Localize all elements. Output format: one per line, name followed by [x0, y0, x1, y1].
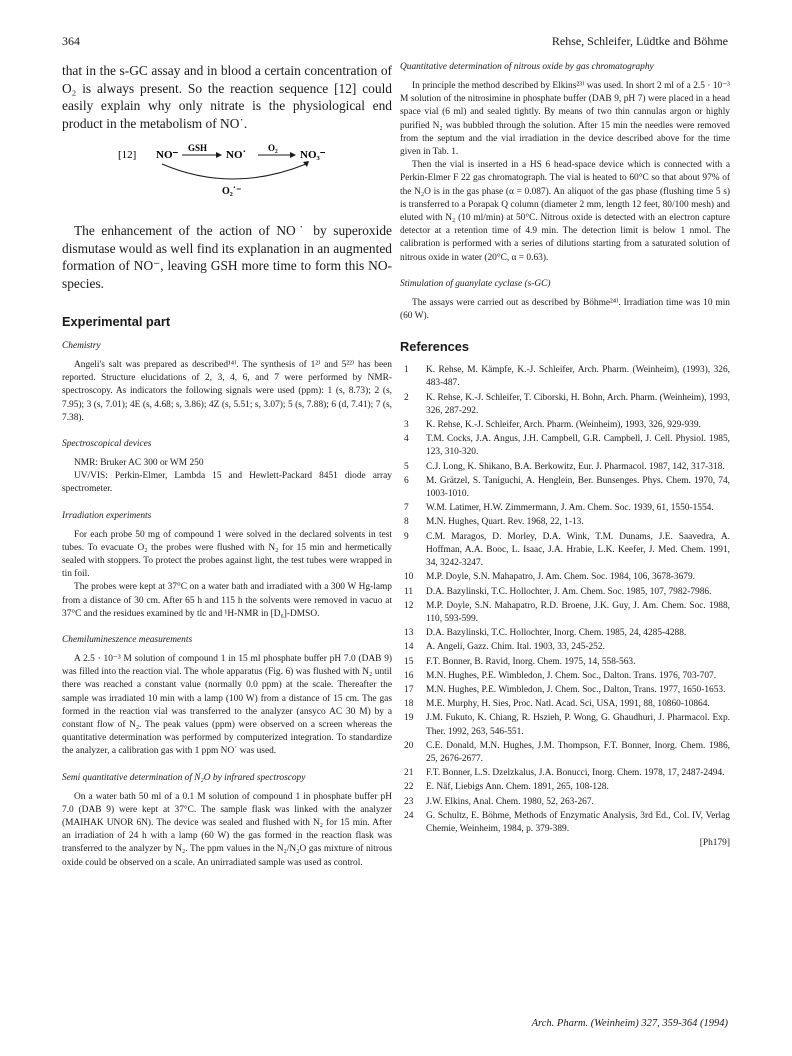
scheme-no-minus: NO⁻ [156, 149, 179, 161]
reference-item [400, 656, 730, 669]
reference-number: 22 [404, 782, 414, 793]
gc-text-1: In principle the method described by Elkins²³⁾ was used. In short 2 ml of a 2.5 · 10⁻³ M solution of the nitrosimine in phosphate buffer (DAB 9, pH 7) were placed in a head space vial (6 ml) and sealed tightly. By means of two thin cannulas argon or highly purified N₂ was bubbled through the solution. After 15 min the needles were removed from the septum and the vial irradiation in the device described above for the time given in Tab. 1. [400, 81, 730, 158]
reference-text: C.M. Maragos, D. Morley, D.A. Wink, T.M. Dunams, J.E. Saavedra, A. Hoffman, A.A. Booc, L. Isaac, J.A. Hrabie, L.K. Keefer, J. Med. Chem. 1991, 34, 3242-3247. [426, 531, 730, 569]
scheme-no-dot: NO˙ [226, 149, 247, 161]
reference-list [400, 364, 730, 836]
reference-item [400, 364, 730, 390]
reference-number: 24 [404, 810, 414, 821]
irradiation-text-1: For each probe 50 mg of compound 1 were solved in the declared solvents in test tubes. To evacuate O₂ the probes were flushed with N₂ for 15 min and hermetically sealed with stoppers. To protect the probes against light, the test tubes were wrapped in tin foil. [62, 529, 392, 580]
reference-number: 15 [404, 656, 414, 667]
right-column [400, 62, 730, 850]
reference-item [400, 475, 730, 501]
reference-text: D.A. Bazylinski, T.C. Hollochter, Inorg. Chem. 1985, 24, 4285-4288. [426, 628, 687, 639]
irradiation-text-2: The probes were kept at 37°C on a water bath and irradiated with a 300 W Hg-lamp from a distance of 30 cm. After 65 h and 115 h the solvents were removed in vacuo at 37°C and the residues examined by tlc and ¹H-NMR in [D₆]-DMSO. [62, 582, 392, 619]
reference-text: T.M. Cocks, J.A. Angus, J.H. Campbell, G.R. Campbell, J. Cell. Physiol. 1985, 123, 310-320. [426, 434, 730, 458]
reference-number: 20 [404, 740, 414, 751]
reference-number: 3 [404, 420, 409, 431]
reference-item [400, 516, 730, 529]
reference-item [400, 740, 730, 766]
reaction-scheme-diagram [62, 138, 392, 200]
scheme-superoxide: O₂˙⁻ [222, 186, 242, 197]
reference-item [400, 461, 730, 474]
reference-item [400, 712, 730, 738]
reference-text: M.P. Doyle, S.N. Mahapatro, R.D. Broene, J.K. Guy, J. Am. Chem. Soc. 1988, 110, 593-599. [426, 600, 730, 624]
reference-item [400, 419, 730, 432]
reference-item [400, 698, 730, 711]
reference-item [400, 781, 730, 794]
reference-number: 16 [404, 670, 414, 681]
chemistry-text: Angeli's salt was prepared as described¹⁴⁾. The synthesis of 1²⁾ and 5²²⁾ has been reported. Structure elucidations of 2, 3, 4, 6, and 7 were performed by NMR-spectroscopy. As indicators the following signals were used (ppm): 1 (s, 8.73); 2 (s, 7.95); 3 (s, 7.01); 4E (s, 4.68; s, 3.86); 4Z (s, 5.51; s, 3.07); 5 (s, 7.88); 6 (d, 7.41); 7 (s, 7.38). [62, 360, 392, 423]
reference-text: W.M. Latimer, H.W. Zimmermann, J. Am. Chem. Soc. 1939, 61, 1550-1554. [426, 503, 714, 514]
gc-heading: Quantitative determination of nitrous oxide by gas chromatography [400, 62, 654, 72]
reference-number: 21 [404, 768, 414, 779]
reference-item [400, 392, 730, 418]
reference-number: 6 [404, 475, 409, 486]
reference-number: 11 [404, 586, 414, 597]
reference-text: C.J. Long, K. Shikano, B.A. Berkowitz, Eur. J. Pharmacol. 1987, 142, 317-318. [426, 461, 725, 472]
reference-item [400, 767, 730, 780]
sgc-heading: Stimulation of guanylate cyclase (s-GC) [400, 278, 551, 289]
reference-number: 12 [404, 600, 414, 611]
manuscript-tag: [Ph179] [699, 838, 730, 849]
reference-number: 9 [404, 531, 409, 542]
references-heading: References [400, 339, 470, 355]
reference-text: K. Rehse, K.-J. Schleifer, Arch. Pharm. (Weinheim), 1993, 326, 929-939. [426, 420, 701, 431]
reference-item [400, 502, 730, 515]
reference-text: F.T. Bonner, L.S. Dzelzkalus, J.A. Bonucci, Inorg. Chem. 1978, 17, 2487-2494. [426, 768, 725, 779]
scheme-label: [12] [118, 149, 137, 161]
gc-text-2: Then the vial is inserted in a HS 6 head-space device which is connected with a Perkin-Elmer F 22 gas chromatograph. The vial is heated to 60°C so that about 97% of the N₂O is in the gas phase (α = 0.087). An aliquot of the gas phase (flushing time 5 s) is transferred to a Porapak Q column (diameter 2 mm, length 12 feet, 80/100 mesh) and eluted with N₂ (10 ml/min) at 50°C. Nitrous oxide is detected with an electron capture detector at a retention time of 4.9 min. The detection limit is below 1 nmol. The calibration is performed with a series of dilutions starting from a saturated solution of nitrous oxide in water (20°C, α = 0.63). [400, 160, 730, 263]
scheme-arrowhead-1 [216, 152, 222, 158]
reaction-scheme [62, 138, 392, 200]
reference-number: 18 [404, 699, 414, 710]
spectroscopy-uv: UV/VIS: Perkin-Elmer, Lambda 15 and Hewlett-Packard 8451 diode array spectrometer. [62, 471, 392, 495]
reference-item [400, 571, 730, 584]
reference-number: 1 [404, 365, 409, 376]
reference-number: 5 [404, 461, 409, 472]
reference-item [400, 531, 730, 571]
chemiluminescence-text: A 2.5 · 10⁻³ M solution of compound 1 in 15 ml phosphate buffer pH 7.0 (DAB 9) was filled into the reaction vial. The whole apparatus (Fig. 6) was flushed with N₂ until there was reached a constant value (normally 0.0 ppm) at the scale. Thereafter the sample was irradiated 10 min with a lamp (100 W) from a distance of 15 cm. The gas formed in the reaction vial was transferred to the analyzer (ansyco AC 30 M) by a constant flow of N₂. The peak values (ppm) were observed on a screen whereas the quantitative determination was performed by computerized integration. To standardize the analyzer, a calibration gas with 1 ppm NO˙ was used. [62, 654, 392, 757]
scheme-curved-arrow [162, 164, 306, 179]
reference-text: M.E. Murphy, H. Sies, Proc. Natl. Acad. Sci, USA, 1991, 88, 10860-10864. [426, 699, 710, 710]
reference-number: 7 [404, 503, 409, 514]
reference-text: D.A. Bazylinski, T.C. Hollochter, J. Am. Chem. Soc. 1985, 107, 7982-7986. [426, 586, 712, 597]
journal-citation-footer: Arch. Pharm. (Weinheim) 327, 359-364 (1994) [531, 1018, 728, 1029]
experimental-heading: Experimental part [62, 314, 171, 329]
reference-text: M.N. Hughes, P.E. Wimbledon, J. Chem. Soc., Dalton, Trans. 1977, 1650-1653. [426, 684, 726, 695]
reference-number: 23 [404, 796, 414, 807]
reference-number: 2 [404, 392, 409, 403]
page-number: 364 [62, 34, 80, 48]
chemiluminescence-heading: Chemilumineszence measurements [62, 635, 193, 646]
infrared-text: On a water bath 50 ml of a 0.1 M solution of compound 1 in phosphate buffer pH 7.0 (DAB 9) were kept at 37°C. The sample flask was linked with the analyzer (MAIHAK UNOR 6N). The device was sealed and flushed with N₂ for 15 min. After an irradiation of 24 h with a lamp (60 W) the gas formed in the reaction flask was transferred to the analyzer by N₂. The ppm values in the N₂/N₂O gas mixture of nitrous oxide could be observed on a scale. An unirradiated sample was used as control. [62, 791, 392, 868]
sgc-text: The assays were carried out as described by Böhme²⁴⁾. Irradiation time was 10 min (60 W). [400, 297, 730, 322]
reference-number: 19 [404, 713, 414, 724]
spectroscopy-nmr: NMR: Bruker AC 300 or WM 250 [74, 458, 204, 469]
reference-text: F.T. Bonner, B. Ravid, Inorg. Chem. 1975, 14, 558-563. [426, 656, 636, 667]
reference-item [400, 796, 730, 809]
reference-item [400, 684, 730, 697]
irradiation-heading: Irradiation experiments [62, 510, 152, 521]
reference-text: J.M. Fukuto, K. Chiang, R. Hszieh, P. Wong, G. Ghaudhuri, J. Pharmacol. Exp. Ther. 1992, 263, 546-551. [426, 713, 730, 737]
reference-number: 8 [404, 517, 409, 528]
reference-text: C.E. Donald, M.N. Hughes, J.M. Thompson, F.T. Bonner, Inorg. Chem. 1986, 25, 2676-2677. [426, 740, 730, 764]
reference-text: A. Angeli, Gazz. Chim. Ital. 1903, 33, 245-252. [426, 642, 605, 653]
reference-number: 13 [404, 628, 414, 639]
paragraph-sod: The enhancement of the action of NO˙ by superoxide dismutase would as well find its explanation in an augmented formation of NO⁻, leaving GSH more time to form this NO-species. [62, 223, 392, 291]
scheme-no3: NO₃⁻ [300, 149, 326, 161]
reference-text: G. Schultz, E. Böhme, Methods of Enzymatic Analysis, 3rd Ed., Col. IV, Verlag Chemie, Weinheim, 1984, p. 379-389. [426, 810, 730, 834]
reference-number: 4 [404, 434, 409, 445]
reference-item [400, 433, 730, 459]
reference-item [400, 641, 730, 654]
left-column [62, 62, 392, 870]
reference-text: M.P. Doyle, S.N. Mahapatro, J. Am. Chem. Soc. 1984, 106, 3678-3679. [426, 572, 696, 583]
chemistry-heading: Chemistry [62, 341, 101, 351]
reference-text: E. Näf, Liebigs Ann. Chem. 1891, 265, 108-128. [426, 782, 609, 793]
reference-text: K. Rehse, M. Kämpfe, K.-J. Schleifer, Arch. Pharm. (Weinheim), (1993), 326, 483-487. [426, 365, 730, 389]
reference-item [400, 600, 730, 626]
reference-item [400, 810, 730, 836]
reference-text: M.N. Hughes, Quart. Rev. 1968, 22, 1-13. [426, 517, 584, 528]
reference-text: M. Grätzel, S. Taniguchi, A. Henglein, Ber. Bunsenges. Phys. Chem. 1970, 74, 1003-1010. [426, 475, 730, 500]
infrared-heading: Semi quantitative determination of N₂O by infrared spectroscopy [62, 772, 306, 783]
reference-item [400, 670, 730, 683]
reference-number: 17 [404, 684, 414, 695]
reference-number: 10 [404, 572, 414, 583]
reference-item [400, 586, 730, 599]
intro-paragraph: that in the s-GC assay and in blood a certain concentration of O₂ is always present. So the reaction sequence [12] could easily explain why only nitrate is the physiological end product in the metabolism of NO˙. [62, 63, 392, 131]
scheme-o2: O₂ [268, 143, 278, 153]
reference-item [400, 627, 730, 640]
scheme-gsh: GSH [188, 143, 208, 153]
reference-text: K. Rehse, K.-J. Schleifer, T. Ciborski, H. Bohn, Arch. Pharm. (Weinheim), 1993, 326, 287-292. [426, 392, 730, 416]
scheme-arrowhead-3 [303, 161, 309, 167]
scheme-arrowhead-2 [290, 152, 296, 158]
reference-text: J.W. Elkins, Anal. Chem. 1980, 52, 263-267. [426, 796, 594, 807]
spectroscopy-heading: Spectroscopical devices [62, 439, 152, 450]
running-head-authors: Rehse, Schleifer, Lüdtke and Böhme [551, 34, 728, 48]
reference-text: M.N. Hughes, P.E. Wimbledon, J. Chem. Soc., Dalton. Trans. 1976, 703-707. [426, 670, 717, 681]
reference-number: 14 [404, 642, 414, 653]
